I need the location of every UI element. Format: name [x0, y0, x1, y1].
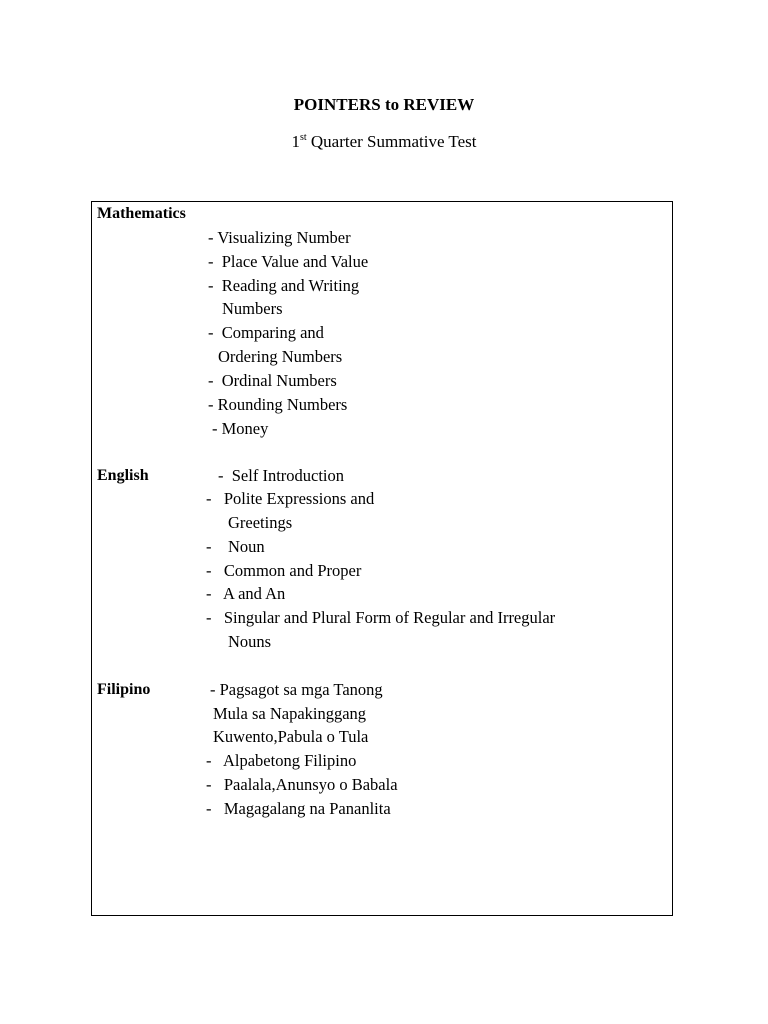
mathematics-item: - Place Value and Value [208, 252, 369, 271]
subtitle-ordinal-suffix: st [299, 132, 307, 143]
mathematics-item: Ordering Numbers [218, 347, 343, 366]
page-subtitle [0, 131, 768, 153]
filipino-label: Filipino [97, 681, 151, 698]
filipino-item: - Paalala,Anunsyo o Babala [206, 775, 398, 794]
filipino-item: Mula sa Napakinggang [213, 704, 367, 723]
english-item: - Singular and Plural Form of Regular and Irregular [206, 608, 556, 627]
mathematics-label: Mathematics [97, 205, 186, 222]
filipino-item: - Pagsagot sa mga Tanong [210, 680, 383, 699]
english-item: - Noun [206, 537, 265, 556]
english-item: - Polite Expressions and [206, 489, 375, 508]
mathematics-item: - Money [212, 419, 269, 438]
english-item: - Common and Proper [206, 561, 362, 580]
page-title: POINTERS to REVIEW [293, 95, 475, 114]
english-item: Nouns [228, 632, 272, 651]
english-item: Greetings [228, 513, 293, 532]
filipino-item: Kuwento,Pabula o Tula [213, 727, 369, 746]
mathematics-item: - Comparing and [208, 323, 324, 342]
english-item: - A and An [206, 584, 286, 603]
subtitle-text: Quarter Summative Test [306, 132, 477, 151]
english-item: - Self Introduction [218, 466, 345, 485]
mathematics-item: - Ordinal Numbers [208, 371, 337, 390]
filipino-item: - Alpabetong Filipino [206, 751, 357, 770]
english-label: English [97, 467, 149, 484]
filipino-item: - Magagalang na Pananlita [206, 799, 391, 818]
subtitle-ordinal-number: 1 [291, 132, 300, 151]
mathematics-item: - Rounding Numbers [208, 395, 348, 414]
mathematics-item: - Visualizing Number [208, 228, 351, 247]
mathematics-item: - Reading and Writing [208, 276, 360, 295]
mathematics-item: Numbers [222, 299, 283, 318]
